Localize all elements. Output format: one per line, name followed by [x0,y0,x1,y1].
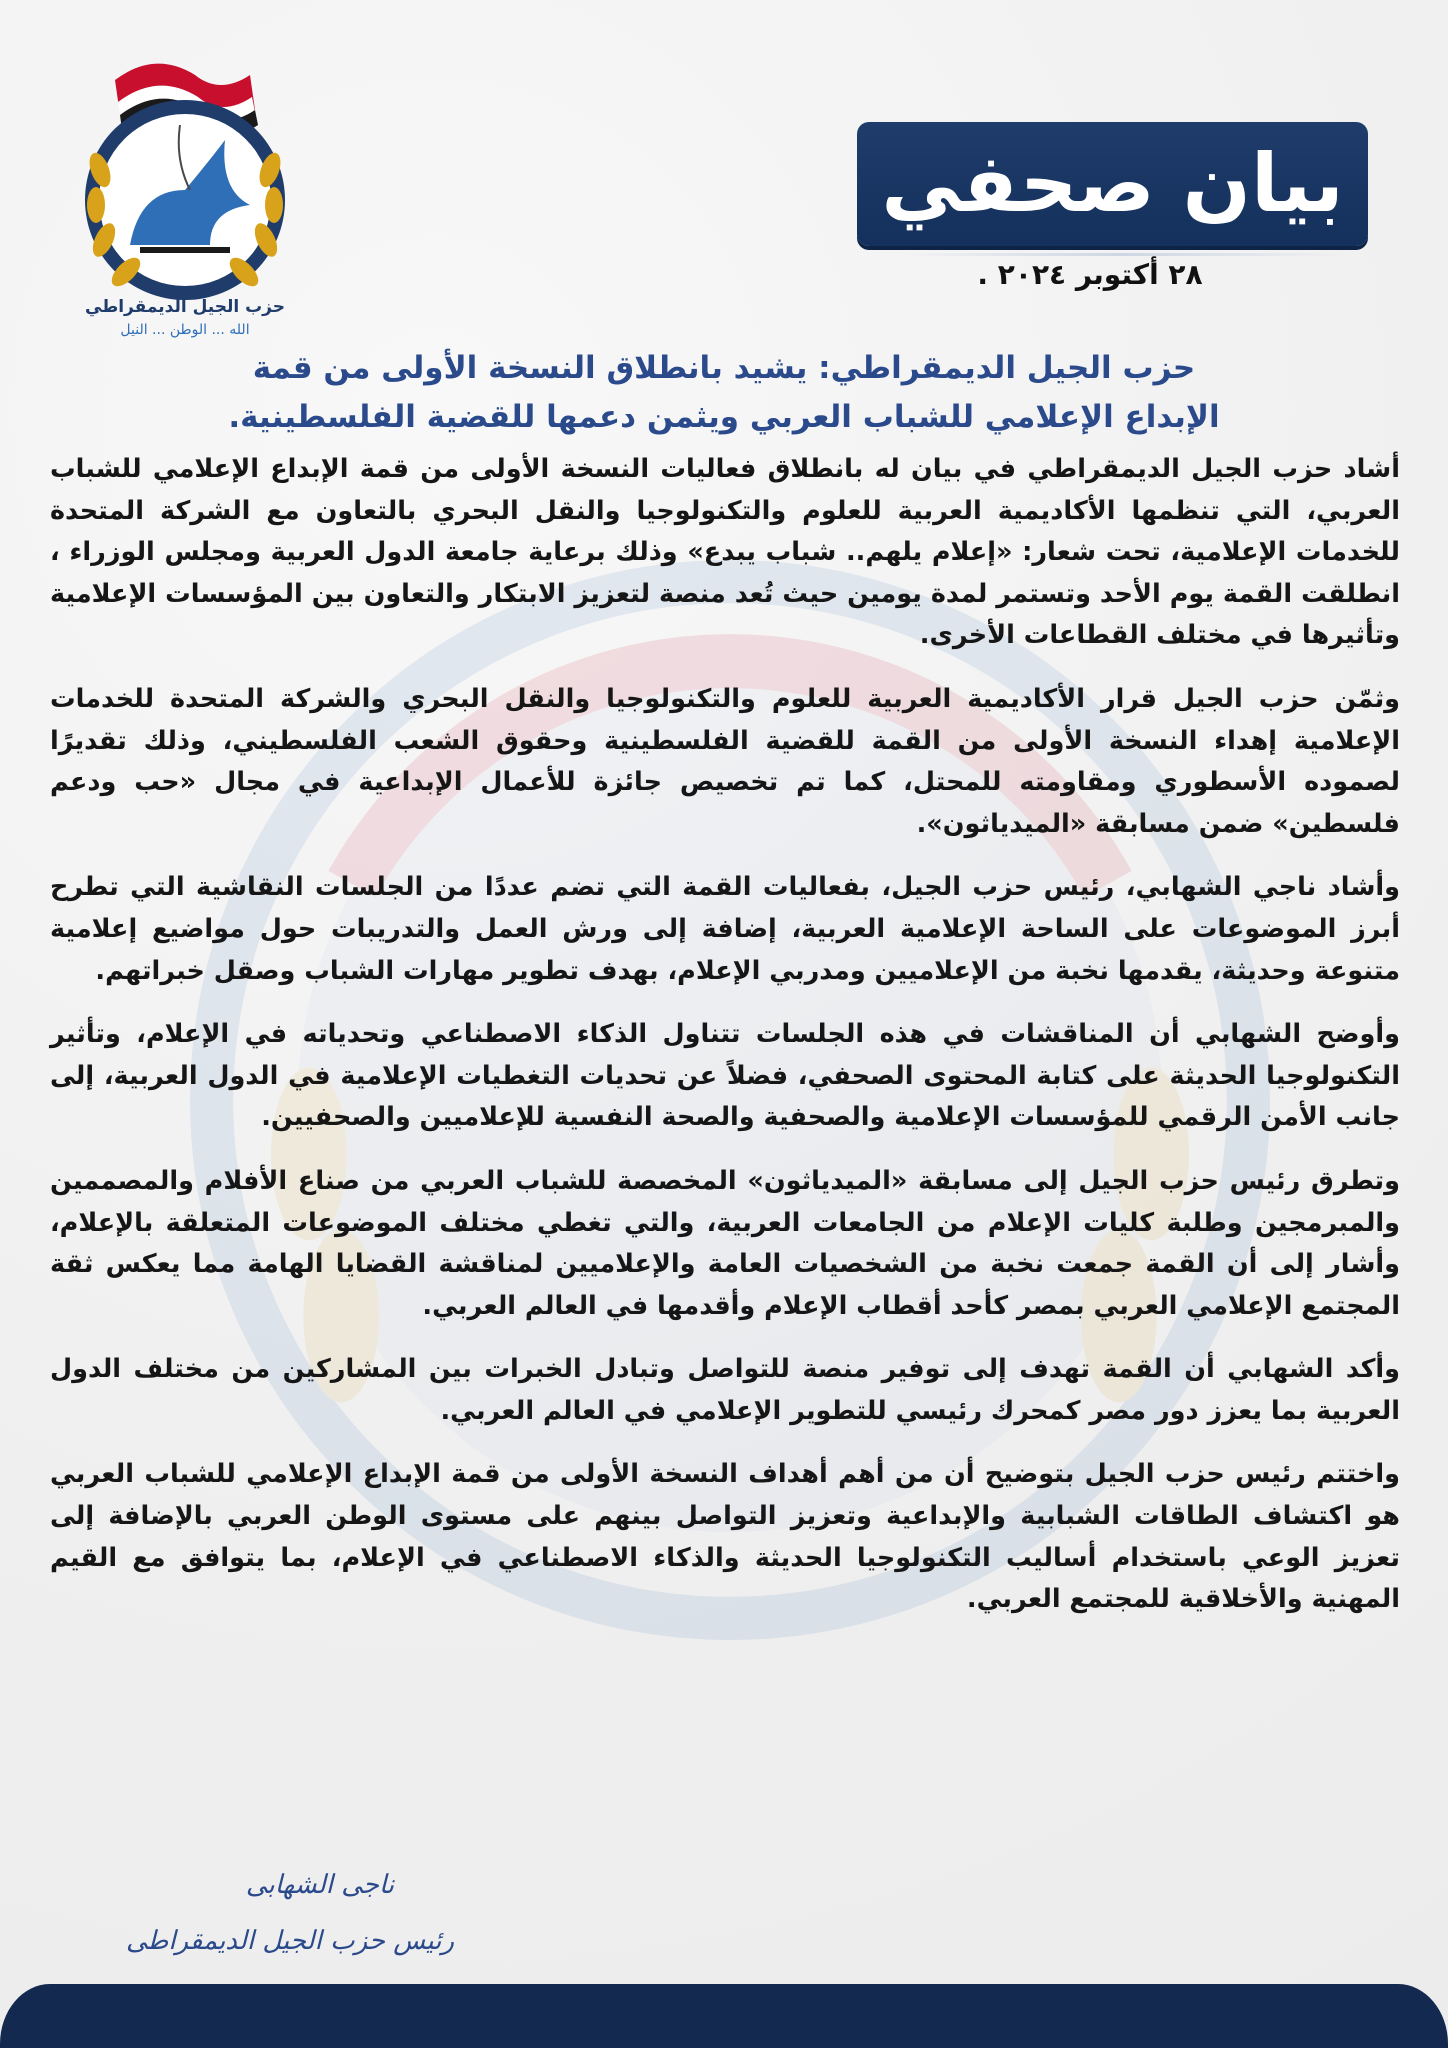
article-body [50,449,1400,1643]
footer-bar [0,1984,1448,2048]
signature-block [100,1870,480,1956]
signatory-name: ناجى الشهابى [245,1870,395,1900]
paragraph: وتطرق رئيس حزب الجيل إلى مسابقة «الميدياثون» المخصصة للشباب العربي من صناع الأفلام والمصممين والمبرمجين وطلبة كليات الإعلام من الجامعات العربية، والتي تغطي مختلف الموضوعات المتعلقة بالإعلام، وأشار إلى أن القمة جمعت نخبة من الشخصيات العامة والإعلاميين لمناقشة القضايا الهامة مما يعكس ثقة المجتمع الإعلامي العربي بمصر كأحد أقطاب الإعلام وأقدمها في العالم العربي. [50,1165,1400,1321]
signatory-title: رئيس حزب الجيل الديمقراطى [125,1926,455,1956]
press-release-banner [857,122,1368,246]
svg-text:الله ... الوطن ... النيل: الله ... الوطن ... النيل [120,322,250,338]
release-date: ٢٨ أكتوبر ٢٠٢٤ . [977,258,1203,291]
headline-line-1: حزب الجيل الديمقراطي: يشيد بانطلاق النسخة الأولى من قمة [252,350,1196,386]
svg-text:حزب الجيل الديمقراطي: حزب الجيل الديمقراطي [85,297,285,317]
party-logo [60,40,310,340]
headline [100,344,1348,442]
paragraph: وأكد الشهابي أن القمة تهدف إلى توفير منصة للتواصل وتبادل الخبرات بين المشاركين من مختلف الدول العربية بما يعزز دور مصر كمحرك رئيسي للتطوير الإعلامي في العالم العربي. [50,1354,1400,1426]
banner-title: بيان صحفي [881,137,1344,230]
paragraph: وثمّن حزب الجيل قرار الأكاديمية العربية للعلوم والتكنولوجيا والنقل البحري والشركة المتحدة للخدمات الإعلامية إهداء النسخة الأولى من القمة للقضية الفلسطينية وحقوق الشعب الفلسطيني، وذلك تقديرًا لصموده الأسطوري ومقاومته للمحتل، كما تم تخصيص جائزة للأعمال الإبداعية في مجال «حب ودعم فلسطين» ضمن مسابقة «الميدياثون». [50,683,1400,839]
paragraph: واختتم رئيس حزب الجيل بتوضيح أن من أهم أهداف النسخة الأولى من قمة الإبداع الإعلامي للشباب العربي هو اكتشاف الطاقات الشبابية والإبداعية وتعزيز التواصل بينهم على مستوى الوطن العربي بالإضافة إلى تعزيز الوعي باستخدام أساليب التكنولوجيا الحديثة والذكاء الاصطناعي في الإعلام، بما يتوافق مع القيم المهنية والأخلاقية للمجتمع العربي. [50,1459,1400,1615]
paragraph: وأشاد ناجي الشهابي، رئيس حزب الجيل، بفعاليات القمة التي تضم عددًا من الجلسات النقاشية التي تطرح أبرز الموضوعات على الساحة الإعلامية العربية، إضافة إلى ورش العمل والتدريبات حول مواضيع إعلامية متنوعة وحديثة، يقدمها نخبة من الإعلاميين ومدربي الإعلام، بهدف تطوير مهارات الشباب وصقل خبراتهم. [50,872,1400,986]
paragraph: أشاد حزب الجيل الديمقراطي في بيان له بانطلاق فعاليات النسخة الأولى من قمة الإبداع الإعلامي للشباب العربي، التي تنظمها الأكاديمية العربية للعلوم والتكنولوجيا والنقل البحري بالتعاون مع الشركة المتحدة للخدمات الإعلامية، تحت شعار: «إعلام يلهم.. شباب يبدع» وذلك برعاية جامعة الدول العربية ومجلس الوزراء ، انطلقت القمة يوم الأحد وتستمر لمدة يومين حيث تُعد منصة لتعزيز الابتكار والتعاون بين المؤسسات الإعلامية وتأثيرها في مختلف القطاعات الأخرى. [50,454,1400,651]
headline-line-2: الإبداع الإعلامي للشباب العربي ويثمن دعمها للقضية الفلسطينية. [228,399,1220,435]
paragraph: وأوضح الشهابي أن المناقشات في هذه الجلسات تتناول الذكاء الاصطناعي وتحدياته في الإعلام، وتأثير التكنولوجيا الحديثة على كتابة المحتوى الصحفي، فضلاً عن تحديات التغطيات الإعلامية في الدول العربية، إلى جانب الأمن الرقمي للمؤسسات الإعلامية والصحفية والصحة النفسية للإعلاميين والصحفيين. [50,1019,1400,1133]
